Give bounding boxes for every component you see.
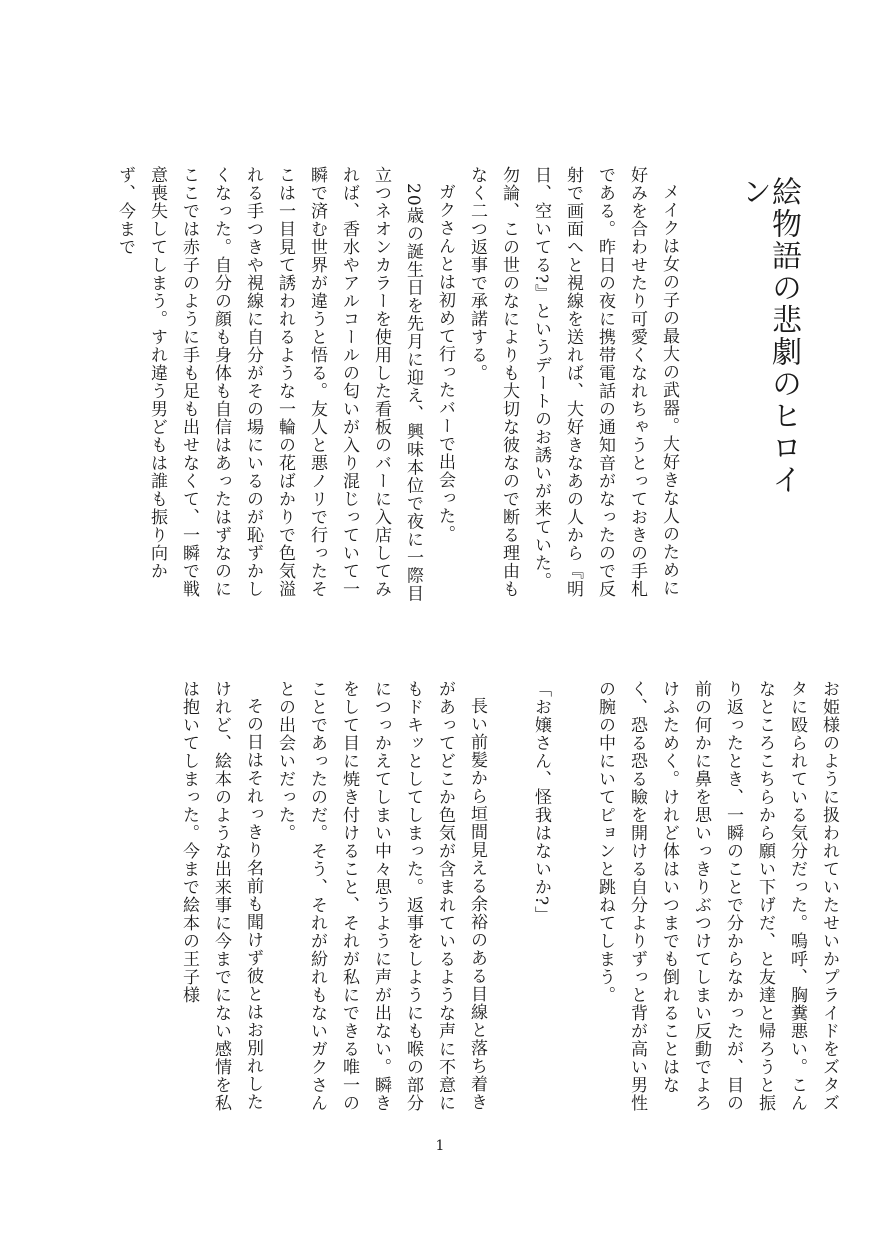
page-number: 1 [435,1138,445,1154]
story-title: 絵物語の悲劇のヒロイン [736,176,801,496]
upper-text-block [115,166,685,606]
dialogue-line: 「お嬢さん、怪我はないか?」 [531,680,551,925]
blank-line [557,680,589,1120]
blank-line [493,680,525,1120]
paragraph-parting: その日はそれっきり名前も聞けず彼とはお別れしたけれど、絵本のような出来事に今までにない感情を私は抱いてしまった。今まで絵本の王子様 [179,680,263,1112]
paragraph-gaze-and-voice: 長い前髪から垣間見える余裕のある目線と落ち着きがあってどこか色気が含まれているような声に不意にもドキッとしてしまった。返事をしようにも喉の部分につっかえてしまい中々思うように声が出ない。瞬きをして目に焼き付けること、それが私にできる唯一のことであったのだ。そう、それが紛れもないガクさんとの出会いだった。 [275,680,487,1112]
paragraph-bar-visit: 20歳の誕生日を先月に迎え、興味本位で夜に一際目立つネオンカラーを使用した看板のバーに入店してみれば、香水やアルコールの匂いが入り混じっていて一瞬で済む世界が違うと悟る。友人と悪ノリで行ったそこは一目見て誘われるような一輪の花ばかりで色気溢れる手つきや視線に自分がその場にいるのが恥ずかしくなった。自分の顔も身体も自信はあったはずなのにここでは赤子のように手も足も出せなくて、一瞬で戦意喪失してしまう。すれ違う男どもは誰も振り向かず、今まで [115,166,423,603]
paragraph-princess-pride: お姫様のように扱われていたせいかプライドをズタズタに殴られている気分だった。嗚呼、胸糞悪い。こんなところこちらから願い下げだ、と友達と帰ろうと振り返ったとき、一瞬のことで分からなかったが、目の前の何かに鼻を思いっきりぶつけてしまい反動でよろけふためく。けれど体はいつまでも倒れることはなく、恐る恐る瞼を開ける自分よりずっと背が高い男性の腕の中にいてピョンと跳ねてしまう。 [595,680,839,1112]
paragraph-makeup-date: メイクは女の子の最大の武器。大好きな人のために好みを合わせたり可愛くなれちゃうとっておきの手札である。昨日の夜に携帯電話の通知音がなったので反射で画面へと視線を送れば、大好きなあの人から『明日、空いてる?』というデートのお誘いが来ていた。勿論、この世のなによりも大切な彼なので断る理由もなく二つ返事で承諾する。 [467,166,679,598]
lower-text-block [120,680,845,1120]
paragraph-first-meeting: ガクさんとは初めて行ったバーで出会った。 [435,183,455,543]
